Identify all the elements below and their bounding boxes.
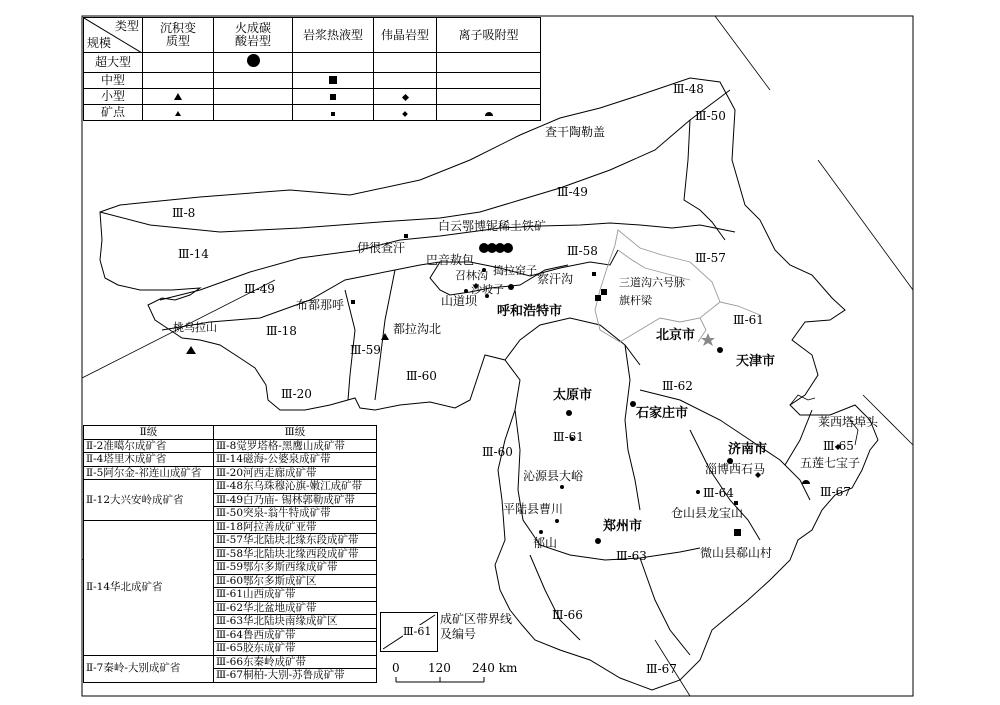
- zone-table-iii-cell: Ⅲ-20河西走廊成矿带: [214, 466, 377, 480]
- place-label: 平陆县曹川: [503, 502, 564, 516]
- tiny-square-icon: [331, 112, 335, 116]
- tiny-triangle-icon: [175, 111, 181, 116]
- boundary-legend-text: 成矿区带界线: [440, 612, 513, 626]
- zone-table-row: [84, 439, 377, 453]
- chahangou-marker: [592, 272, 596, 276]
- place-label: 旗杆梁: [619, 294, 652, 307]
- city-label-tianjin: 天津市: [736, 354, 776, 369]
- zone-label: Ⅲ-58: [567, 244, 598, 258]
- zone-label: Ⅲ-59: [350, 343, 381, 357]
- zone-table-iii-cell: Ⅲ-18阿拉善成矿亚带: [214, 520, 377, 534]
- place-label: 查干陶勒盖: [545, 125, 606, 139]
- zone-label: Ⅲ-64: [703, 486, 734, 500]
- legend-col-pegmatite: 伟晶岩型: [374, 18, 437, 53]
- legend-corner-cell: [84, 18, 143, 53]
- legend-row-small: 小型: [84, 88, 143, 104]
- zone-label: Ⅲ-60: [406, 369, 437, 383]
- tianjin-dot: [717, 347, 723, 353]
- place-label: 仓山县龙宝山: [671, 506, 744, 520]
- deposit-type-legend: [83, 17, 541, 121]
- zone-label: Ⅲ-8: [172, 206, 196, 220]
- zone-table-iii-cell: Ⅲ-14磁海-公婆泉成矿带: [214, 453, 377, 467]
- taowula-marker: [186, 346, 196, 354]
- zone-table-head-iii: Ⅲ级: [214, 426, 377, 440]
- place-label: 微山县郗山村: [700, 546, 773, 560]
- zone-table-iii-cell: Ⅲ-50突泉-翁牛特成矿带: [214, 507, 377, 521]
- zone-table-head-ii: Ⅱ级: [84, 426, 214, 440]
- zone-label: Ⅲ-65: [823, 439, 854, 453]
- place-label: 沁源县大峪: [523, 469, 584, 483]
- hohhot-dot: [508, 284, 514, 290]
- zone-label: Ⅲ-61: [553, 430, 584, 444]
- small-square-icon: [330, 94, 336, 100]
- place-label: 察汗沟: [537, 272, 574, 286]
- zone-table-row: [84, 466, 377, 480]
- zone-label: Ⅲ-50: [695, 109, 726, 123]
- zone-table-iii-cell: Ⅲ-65胶东成矿带: [214, 642, 377, 656]
- yihen-marker: [404, 234, 408, 238]
- zone-table-ii-cell: Ⅱ-14华北成矿省: [84, 520, 214, 655]
- zone-table-iii-cell: Ⅲ-8觉罗塔格-黑鹰山成矿带: [214, 439, 377, 453]
- zone-classification-table: [83, 425, 377, 683]
- filled-square-icon: [329, 76, 337, 84]
- zone-label: Ⅲ-67: [646, 662, 677, 676]
- city-label-hohhot: 呼和浩特市: [497, 304, 563, 319]
- zone-label: Ⅲ-49: [557, 185, 588, 199]
- zone-table-ii-cell: Ⅱ-7秦岭-大别成矿省: [84, 655, 214, 682]
- zone-label: Ⅲ-14: [178, 247, 209, 261]
- zone-table-iii-cell: Ⅲ-58华北陆块北缘西段成矿带: [214, 547, 377, 561]
- filled-circle-icon: [247, 54, 260, 67]
- scale-bar: [392, 662, 522, 692]
- scale-tick-label: 240 km: [472, 661, 518, 675]
- half-circle-icon: [485, 112, 493, 116]
- legend-col-magmatic: 岩浆热液型: [293, 18, 374, 53]
- zone-label: Ⅲ-20: [281, 387, 312, 401]
- zone-table-row: [84, 453, 377, 467]
- city-label-taiyuan: 太原市: [553, 388, 593, 403]
- zone-table-iii-cell: Ⅲ-63华北陆块南缘成矿区: [214, 615, 377, 629]
- zone-table-iii-cell: Ⅲ-49白乃庙- 锡林郭勒成矿带: [214, 493, 377, 507]
- zone-table-ii-cell: Ⅱ-12大兴安岭成矿省: [84, 480, 214, 521]
- zhengzhou-dot: [595, 538, 601, 544]
- zone-table-iii-cell: Ⅲ-59鄂尔多斯西缘成矿带: [214, 561, 377, 575]
- legend-col-carbonatite: 火成碳 酸岩型: [214, 18, 293, 53]
- zone-table-iii-cell: Ⅲ-60鄂尔多斯成矿区: [214, 574, 377, 588]
- zone-table-ii-cell: Ⅱ-2准噶尔成矿省: [84, 439, 214, 453]
- legend-col-sedimentary: 沉积变 质型: [143, 18, 214, 53]
- place-label: 伊很查汗: [357, 241, 406, 255]
- city-label-beijing: 北京市: [656, 328, 696, 343]
- place-label: 沙坡子: [471, 283, 504, 296]
- legend-header-type: 类型: [114, 19, 139, 33]
- taiyuan-dot: [566, 410, 572, 416]
- zone-table-iii-cell: Ⅲ-66东秦岭成矿带: [214, 655, 377, 669]
- zone-table-iii-cell: Ⅲ-61山西成矿带: [214, 588, 377, 602]
- place-label: 桃乌拉山: [173, 321, 217, 334]
- place-label: 巴音敖包: [426, 253, 475, 267]
- legend-row-point: 矿点: [84, 104, 143, 120]
- zone-label: Ⅲ-49: [244, 282, 275, 296]
- filled-triangle-icon: [174, 93, 182, 100]
- place-label: 山道坝: [441, 294, 478, 308]
- legend-row-super: 超大型: [84, 53, 143, 73]
- zone-table-iii-cell: Ⅲ-67桐柏-大别-苏鲁成矿带: [214, 669, 377, 683]
- scale-bar-line: [392, 662, 522, 692]
- zone-table-iii-cell: Ⅲ-48东乌珠穆沁旗-嫩江成矿带: [214, 480, 377, 494]
- place-label: 淄博西石马: [705, 462, 766, 476]
- legend-row-medium: 中型: [84, 72, 143, 88]
- boundary-legend-sample: [380, 612, 438, 652]
- place-label: 召林沟: [455, 269, 488, 282]
- zone-label: Ⅲ-61: [733, 313, 764, 327]
- city-label-zhengzhou: 郑州市: [603, 519, 643, 534]
- zone-label: Ⅲ-18: [266, 324, 297, 338]
- legend-col-ion: 离子吸附型: [437, 18, 541, 53]
- place-label: 郁山: [533, 536, 558, 550]
- boundary-sample-label: Ⅲ-61: [403, 625, 432, 638]
- scale-tick-label: 120: [428, 661, 451, 675]
- city-label-shijiazhuang: 石家庄市: [636, 406, 689, 421]
- legend-header-scale: 规模: [87, 36, 112, 50]
- weishan-marker: [734, 529, 741, 536]
- place-label: 布都那呼: [296, 298, 345, 312]
- place-label: 三道沟六号脉: [619, 276, 685, 289]
- place-label: 都拉沟北: [393, 322, 442, 336]
- zone-table-ii-cell: Ⅱ-4塔里木成矿省: [84, 453, 214, 467]
- diamond-icon: [401, 94, 408, 101]
- boundary-legend-text2: 及编号: [440, 627, 477, 641]
- qiganliang-marker: [595, 295, 601, 301]
- zone-label: Ⅲ-62: [662, 379, 693, 393]
- zone-table-iii-cell: Ⅲ-57华北陆块北缘东段成矿带: [214, 534, 377, 548]
- place-label: 五莲七宝子: [800, 456, 861, 470]
- tiny-diamond-icon: [402, 111, 408, 117]
- zone-table-row: [84, 655, 377, 669]
- zone-table-iii-cell: Ⅲ-62华北盆地成矿带: [214, 601, 377, 615]
- zone-label: Ⅲ-66: [552, 608, 583, 622]
- place-label: 白云鄂博铌稀土铁矿: [438, 219, 547, 233]
- zone-table-ii-cell: Ⅱ-5阿尔金-祁连山成矿省: [84, 466, 214, 480]
- city-label-jinan: 济南市: [728, 442, 768, 457]
- zone-label: Ⅲ-48: [673, 82, 704, 96]
- place-label: 莱西塔埠头: [818, 415, 879, 429]
- zone-label: Ⅲ-67: [820, 485, 851, 499]
- scale-tick-label: 0: [392, 661, 400, 675]
- zone-table-iii-cell: Ⅲ-64鲁西成矿带: [214, 628, 377, 642]
- dulagou-marker: [381, 333, 389, 340]
- zone-table-row: [84, 480, 377, 494]
- zone-label: Ⅲ-57: [695, 251, 726, 265]
- zone-table-row: [84, 520, 377, 534]
- zone-label: Ⅲ-60: [482, 445, 513, 459]
- zone-label: Ⅲ-63: [616, 549, 647, 563]
- place-label: 捣拉窑子: [493, 264, 537, 277]
